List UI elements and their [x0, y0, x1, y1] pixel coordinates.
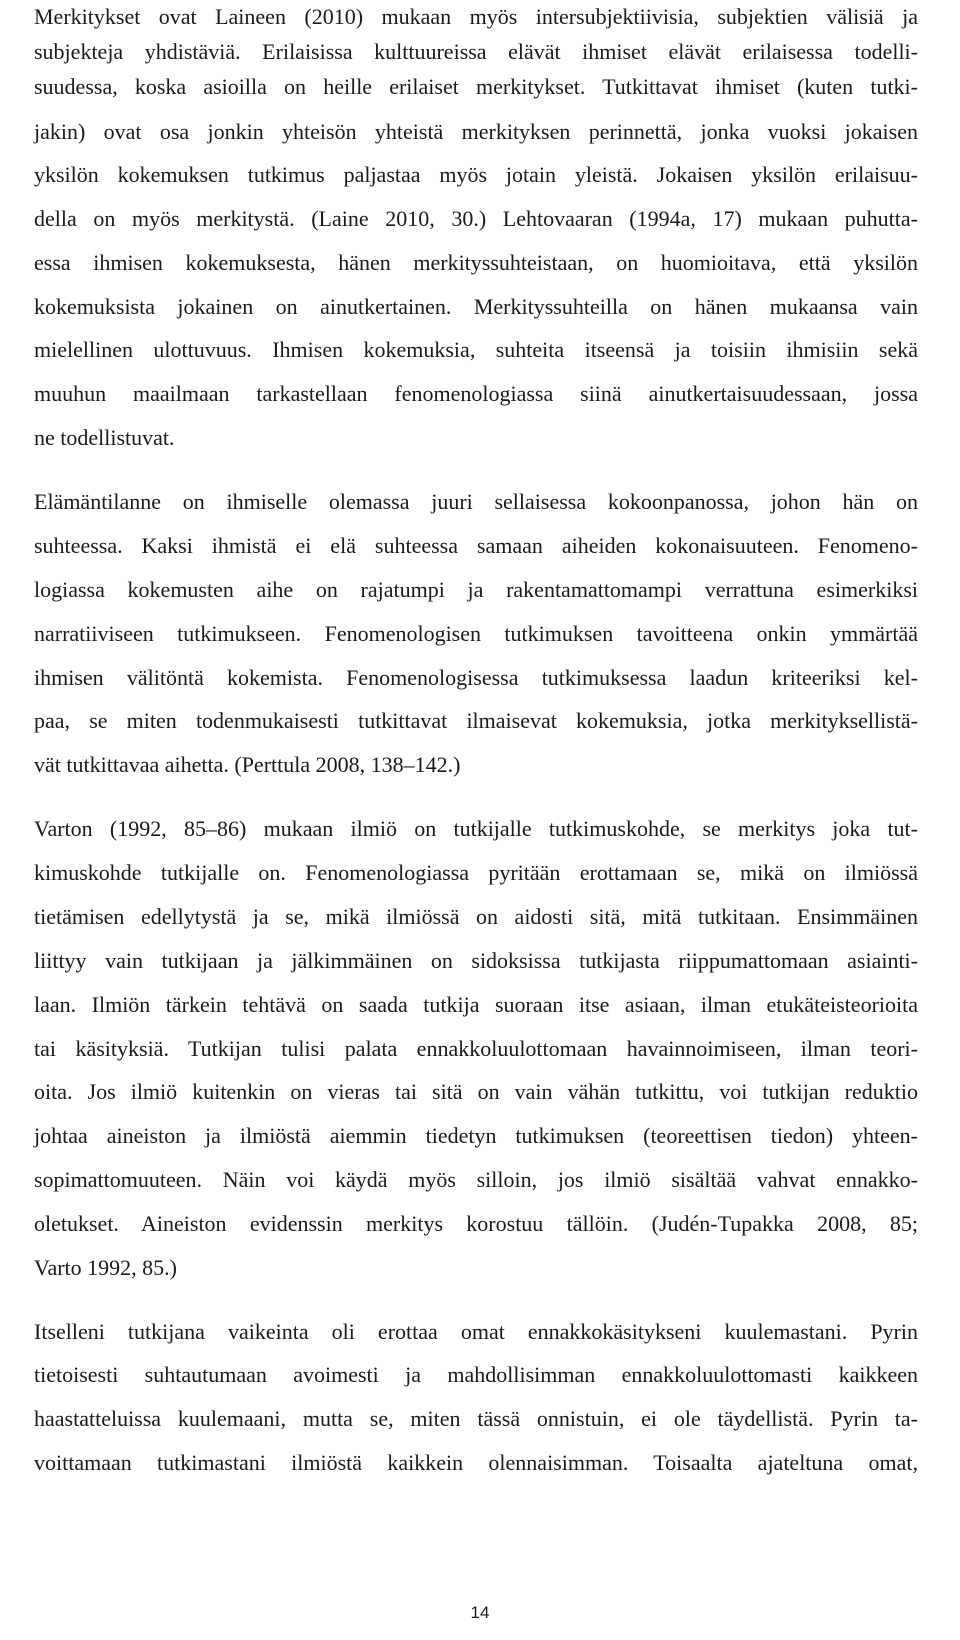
text-line: Varto 1992, 85.) — [34, 1255, 177, 1280]
text-line: sopimattomuuteen. Näin voi käydä myös silloin, jos ilmiö sisältää vahvat ennakko- — [34, 1167, 918, 1192]
text-line: liittyy vain tutkijaan ja jälkimmäinen on sidoksissa tutkijasta riippumattomaan asiainti- — [34, 948, 918, 973]
text-line: narratiiviseen tutkimukseen. Fenomenologisen tutkimuksen tavoitteena onkin ymmärtää — [34, 621, 918, 646]
text-line: logiassa kokemusten aihe on rajatumpi ja rakentamattomampi verrattuna esimerkiksi — [34, 577, 918, 602]
text-line: haastatteluissa kuulemaani, mutta se, miten tässä onnistuin, ei ole täydellistä. Pyrin ta- — [34, 1406, 918, 1431]
text-line: muuhun maailmaan tarkastellaan fenomenologiassa siinä ainutkertaisuudessaan, jossa — [34, 381, 918, 406]
text-line: Itselleni tutkijana vaikeinta oli erottaa omat ennakkokäsitykseni kuulemastani. Pyrin — [34, 1319, 918, 1344]
text-line: tai käsityksiä. Tutkijan tulisi palata ennakkoluulottomaan havainnoimiseen, ilman teori- — [34, 1036, 918, 1061]
text-line: yksilön kokemuksen tutkimus paljastaa myös jotain yleistä. Jokaisen yksilön erilaisuu- — [34, 162, 918, 187]
text-line: tietämisen edellytystä ja se, mikä ilmiössä on aidosti sitä, mitä tutkitaan. Ensimmäinen — [34, 904, 918, 929]
text-line: paa, se miten todenmukaisesti tutkittavat ilmaisevat kokemuksia, jotka merkityksellistä- — [34, 708, 918, 733]
text-line: kokemuksista jokainen on ainutkertainen. Merkityssuhteilla on hänen mukaansa vain — [34, 294, 918, 319]
text-line: subjekteja yhdistäviä. Erilaisissa kulttuureissa elävät ihmiset elävät erilaisessa todelli- — [34, 39, 918, 64]
page-number: 14 — [470, 1603, 490, 1622]
text-line: Merkitykset ovat Laineen (2010) mukaan myös intersubjektiivisia, subjektien välisiä ja — [34, 4, 918, 29]
text-line: kimuskohde tutkijalle on. Fenomenologiassa pyritään erottamaan se, mikä on ilmiössä — [34, 860, 918, 885]
text-line: suhteessa. Kaksi ihmistä ei elä suhteessa samaan aiheiden kokonaisuuteen. Fenomeno- — [34, 533, 918, 558]
text-line: vät tutkittavaa aihetta. (Perttula 2008, 138–142.) — [34, 752, 461, 777]
text-line: ne todellistuvat. — [34, 425, 175, 450]
text-line: voittamaan tutkimastani ilmiöstä kaikkein olennaisimman. Toisaalta ajateltuna omat, — [34, 1450, 918, 1475]
text-line: Elämäntilanne on ihmiselle olemassa juuri sellaisessa kokoonpanossa, johon hän on — [34, 489, 918, 514]
text-line: oletukset. Aineiston evidenssin merkitys korostuu tällöin. (Judén-Tupakka 2008, 85; — [34, 1211, 918, 1236]
text-line: oita. Jos ilmiö kuitenkin on vieras tai sitä on vain vähän tutkittu, voi tutkijan reduktio — [34, 1079, 918, 1104]
text-line: johtaa aineiston ja ilmiöstä aiemmin tiedetyn tutkimuksen (teoreettisen tiedon) yhteen- — [34, 1123, 918, 1148]
text-line: jakin) ovat osa jonkin yhteisön yhteistä merkityksen perinnettä, jonka vuoksi jokaisen — [34, 119, 918, 144]
text-line: suudessa, koska asioilla on heille erilaiset merkitykset. Tutkittavat ihmiset (kuten tutki- — [34, 74, 918, 99]
text-line: essa ihmisen kokemuksesta, hänen merkityssuhteistaan, on huomioitava, että yksilön — [34, 250, 918, 275]
text-line: della on myös merkitystä. (Laine 2010, 30.) Lehtovaaran (1994a, 17) mukaan puhutta- — [34, 206, 918, 231]
text-line: Varton (1992, 85–86) mukaan ilmiö on tutkijalle tutkimuskohde, se merkitys joka tut- — [34, 816, 918, 841]
text-line: tietoisesti suhtautumaan avoimesti ja mahdollisimman ennakkoluulottomasti kaikkeen — [34, 1362, 918, 1387]
text-line: mielellinen ulottuvuus. Ihmisen kokemuksia, suhteita itseensä ja toisiin ihmisiin sekä — [34, 337, 918, 362]
text-line: ihmisen välitöntä kokemista. Fenomenologisessa tutkimuksessa laadun kriteeriksi kel- — [34, 665, 918, 690]
text-line: laan. Ilmiön tärkein tehtävä on saada tutkija suoraan itse asiaan, ilman etukäteisteorioita — [34, 992, 918, 1017]
